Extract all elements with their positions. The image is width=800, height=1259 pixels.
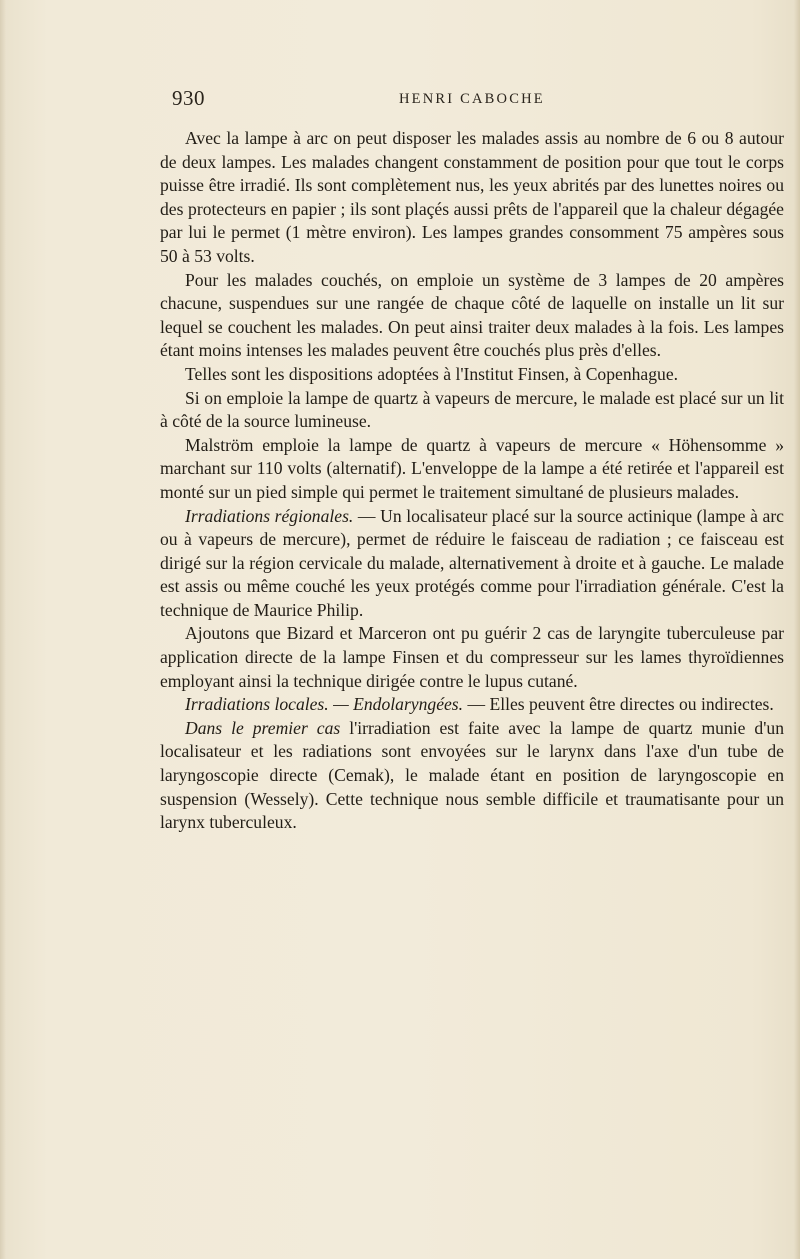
paragraph-text: Telles sont les dispositions adoptées à l'Institut Finsen, à Copenhague. bbox=[185, 363, 679, 384]
paragraph-first-case bbox=[160, 717, 784, 835]
paragraph-text: — Elles peuvent être directes ou indirectes. bbox=[463, 694, 774, 715]
paragraph-text: Si on emploie la lampe de quartz à vapeurs de mercure, le malade est placé sur un lit à côté de la source lumineuse. bbox=[160, 387, 784, 432]
paragraph-bizard-marceron bbox=[160, 622, 784, 693]
paragraph-arc-lamp-seating bbox=[160, 127, 784, 269]
paragraph-text: Malström emploie la lampe de quartz à vapeurs de mercure « Höhensomme » marchant sur 110 volts (alternatif). L'enveloppe de la lampe a été retirée et l'appareil est monté sur un pied simple qui permet le traitement simultané de plusieurs malades. bbox=[160, 434, 784, 502]
page-edge-shadow-left bbox=[0, 0, 6, 1259]
paragraph-local-irradiation bbox=[160, 693, 784, 717]
paragraph-text: Avec la lampe à arc on peut disposer les malades assis au nombre de 6 ou 8 autour de deux lampes. Les malades changent constamment de position pour que tout le corps puisse être irradié. Ils sont complètement nus, les yeux abrités par des lunettes noires ou des protecteurs en papier ; ils sont plaçés aussi prêts de l'appareil que la chaleur dégagée par lui le permet (1 mètre environ). Les lampes grandes consomment 75 ampères sous 50 à 53 volts. bbox=[160, 128, 784, 266]
running-head bbox=[172, 86, 784, 116]
page-edge-shadow-right bbox=[794, 0, 800, 1259]
paragraph-quartz-lamp bbox=[160, 387, 784, 434]
body-text bbox=[160, 127, 784, 835]
paragraph-text: Pour les malades couchés, on emploie un système de 3 lampes de 20 ampères chacune, suspendues sur une rangée de chaque côté de laquelle on installe un lit sur lequel se couchent les malades. On peut ainsi traiter deux malades à la fois. Les lampes étant moins intenses les malades peuvent être couchés plus près d'elles. bbox=[160, 269, 784, 361]
paragraph-regional-irradiation bbox=[160, 505, 784, 623]
paragraph-text: — Un localisateur placé sur la source actinique (lampe à arc ou à vapeurs de mercure), permet de réduire le faisceau de radiation ; ce faisceau est dirigé sur la région cervicale du malade, alternativement à droite et à gauche. Le malade est assis ou même couché les yeux protégés comme pour l'irradiation générale. C'est la technique de Maurice Philip. bbox=[160, 505, 784, 620]
page-number: 930 bbox=[172, 86, 205, 110]
running-title: HENRI CABOCHE bbox=[399, 91, 545, 107]
lead-phrase-italic: Dans le premier cas bbox=[185, 717, 341, 738]
paragraph-lying-patients bbox=[160, 269, 784, 363]
paragraph-text: Ajoutons que Bizard et Marceron ont pu guérir 2 cas de laryngite tuberculeuse par application directe de la lampe Finsen et du compresseur sur les lames thyroïdiennes employant ainsi la technique dirigée contre le lupus cutané. bbox=[160, 623, 784, 691]
paragraph-text: l'irradiation est faite avec la lampe de quartz munie d'un localisateur et les radiations sont envoyées sur le larynx dans l'axe d'un tube de laryngoscopie directe (Cemak), le malade étant en position de laryngoscopie en suspension (Wessely). Cette technique nous semble difficile et traumatisante pour un larynx tuberculeux. bbox=[160, 717, 784, 833]
section-heading-italic: Irradiations régionales. bbox=[185, 505, 354, 526]
paragraph-malstrom bbox=[160, 434, 784, 505]
paragraph-finsen-institute bbox=[160, 363, 784, 387]
section-heading-italic: Irradiations locales. — Endolaryngées. bbox=[185, 694, 464, 715]
